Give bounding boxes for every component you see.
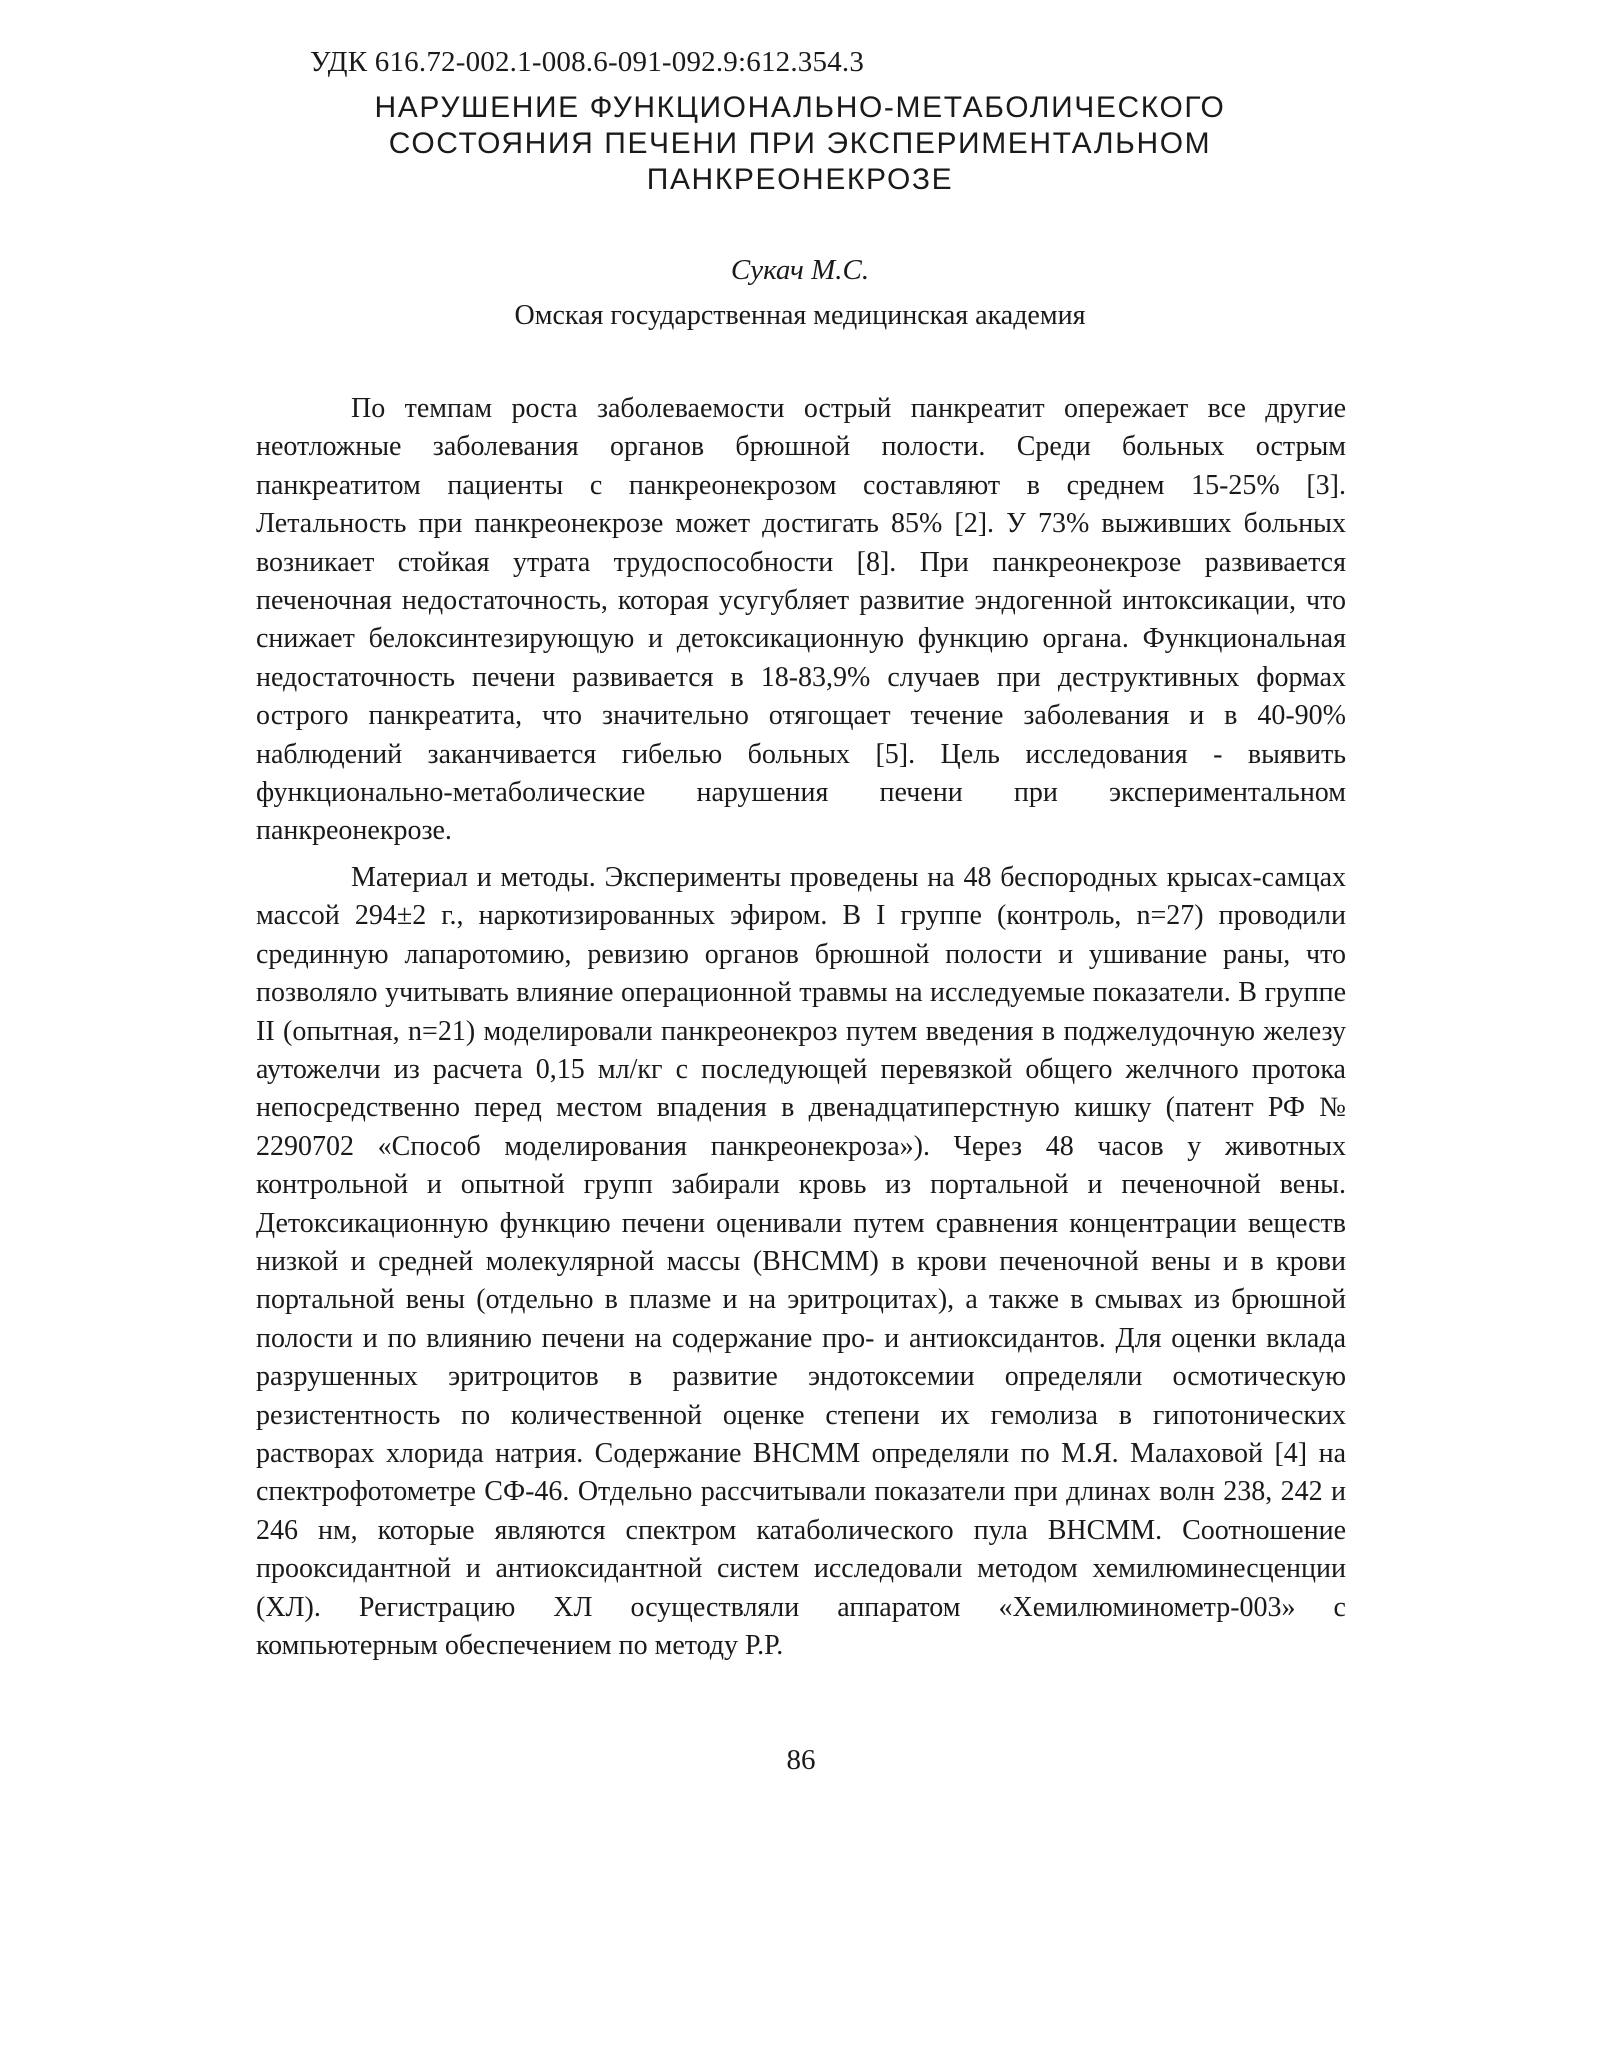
author-affiliation: Омская государственная медицинская академия — [514, 300, 1086, 331]
body-paragraph: По темпам роста заболеваемости острый панкреатит опережает все другие неотложные заболевания органов брюшной полости. Среди больных острым панкреатитом пациенты с панкреонекрозом составляют в среднем 15-25% [3]. Летальность при панкреонекрозе может достигать 85% [2]. У 73% выживших больных возникает стойкая утрата трудоспособности [8]. При панкреонекрозе развивается печеночная недостаточность, которая усугубляет развитие эндогенной интоксикации, что снижает белоксинтезирующую и детоксикационную функцию органа. Функциональная недостаточность печени развивается в 18-83,9% случаев при деструктивных формах острого панкреатита, что значительно отягощает течение заболевания и в 40-90% наблюдений заканчивается гибелью больных [5]. Цель исследования - выявить функционально-метаболические нарушения печени при экспериментальном панкреонекрозе. — [256, 393, 1346, 847]
title-line: СОСТОЯНИЯ ПЕЧЕНИ ПРИ ЭКСПЕРИМЕНТАЛЬНОМ — [388, 127, 1212, 160]
body-paragraph: Материал и методы. Эксперименты проведены на 48 беспородных крысах-самцах массой 294±2 г., наркотизированных эфиром. В I группе (контроль, n=27) проводили срединную лапаротомию, ревизию органов брюшной полости и ушивание раны, что позволяло учитывать влияние операционной травмы на исследуемые показатели. В группе II (опытная, n=21) моделировали панкреонекроз путем введения в поджелудочную железу аутожелчи из расчета 0,15 мл/кг с последующей перевязкой общего желчного протока непосредственно перед местом впадения в двенадцатиперстную кишку (патент РФ № 2290702 «Способ моделирования панкреонекроза»). Через 48 часов у животных контрольной и опытной групп забирали кровь из портальной и печеночной вены. Детоксикационную функцию печени оценивали путем сравнения концентрации веществ низкой и средней молекулярной массы (ВНСММ) в крови печеночной вены и в крови портальной вены (отдельно в плазме и на эритроцитах), а также в смывах из брюшной полости и по влиянию печени на содержание про- и антиоксидантов. Для оценки вклада разрушенных эритроцитов в развитие эндотоксемии определяли осмотическую резистентность по количественной оценке степени их гемолиза в гипотонических растворах хлорида натрия. Содержание ВНСММ определяли по М.Я. Малаховой [4] на спектрофотометре СФ-46. Отдельно рассчитывали показатели при длинах волн 238, 242 и 246 нм, которые являются спектром катаболического пула ВНСММ. Соотношение прооксидантной и антиоксидантной систем исследовали методом хемилюминесценции (ХЛ). Регистрацию ХЛ осуществляли аппаратом «Хемилюминометр-003» с компьютерным обеспечением по методу Р.Р. — [256, 861, 1346, 1661]
author-name: Сукач М.С. — [730, 254, 870, 286]
article-title — [260, 90, 1340, 198]
udc-code: УДК 616.72-002.1-008.6-091-092.9:612.354.3 — [310, 46, 865, 78]
title-line: ПАНКРЕОНЕКРОЗЕ — [646, 163, 954, 196]
page-number: 86 — [786, 1744, 816, 1776]
article-body — [256, 390, 1346, 1665]
title-line: НАРУШЕНИЕ ФУНКЦИОНАЛЬНО-МЕТАБОЛИЧЕСКОГО — [374, 91, 1226, 124]
